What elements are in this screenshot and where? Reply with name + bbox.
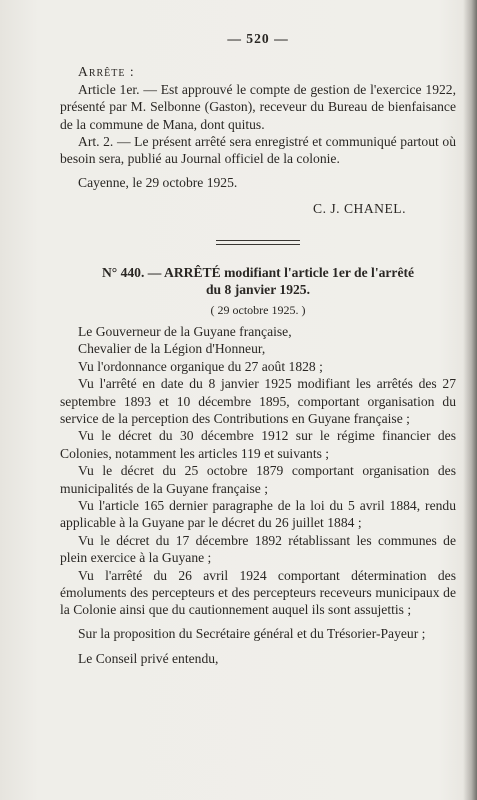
- article-1: Article 1er. — Est approuvé le compte de gestion de l'exercice 1922, présenté par M. Selbonne (Gaston), receveur du Bureau de bienfaisance de la commune de Mana, dont quitus.: [60, 81, 456, 132]
- chevalier-line: Chevalier de la Légion d'Honneur,: [78, 341, 266, 357]
- place-date: Cayenne, le 29 octobre 1925.: [78, 174, 238, 190]
- proposition-line: Sur la proposition du Secrétaire général et du Trésorier-Payeur ;: [78, 625, 426, 641]
- conseil-line: Le Conseil privé entendu,: [78, 651, 219, 667]
- visa-item: Vu le décret du 30 décembre 1912 sur le régime financier des Colonies, notamment les articles 119 et suivants ;: [60, 428, 456, 461]
- page-number: — 520 —: [227, 31, 289, 46]
- visa-item: Vu le décret du 17 décembre 1892 rétablissant les communes de plein exercice à la Guyane ;: [60, 532, 456, 566]
- page-content: [60, 30, 456, 668]
- decree-title-line2: du 8 janvier 1925.: [206, 282, 310, 298]
- visa-item: Vu l'article 165 dernier paragraphe de la loi du 5 avril 1884, rendu applicable à la Guyane par le décret du 26 juillet 1884 ;: [60, 497, 456, 531]
- section-divider: [216, 240, 300, 245]
- visa-item: Vu l'arrêté du 26 avril 1924 comportant détermination des émoluments des percepteurs et des percepteurs receveurs municipaux de la Colonie ainsi que du cautionnement auquel ils sont assujettis ;: [60, 567, 456, 618]
- arrete-heading: Arrête :: [78, 64, 135, 80]
- visa-item: Vu l'arrêté en date du 8 janvier 1925 modifiant les arrêtés des 27 septembre 1893 et 10 décembre 1895, comportant organisation du service de la perception des Contributions en Guyane française ;: [60, 376, 456, 426]
- decree-date: ( 29 octobre 1925. ): [210, 303, 306, 318]
- governor-line: Le Gouverneur de la Guyane française,: [78, 323, 292, 339]
- visa-item: Vu le décret du 25 octobre 1879 comportant organisation des municipalités de la Guyane française ;: [60, 463, 456, 496]
- article-2: Art. 2. — Le présent arrêté sera enregistré et communiqué partout où besoin sera, publié au Journal officiel de la colonie.: [60, 134, 456, 167]
- visa-item: Vu l'ordonnance organique du 27 août 1828 ;: [78, 358, 323, 374]
- decree-title-line1: N° 440. — ARRÊTÉ modifiant l'article 1er de l'arrêté: [101, 264, 415, 280]
- signature: C. J. CHANEL.: [313, 201, 406, 217]
- book-spine-shadow: [463, 0, 477, 800]
